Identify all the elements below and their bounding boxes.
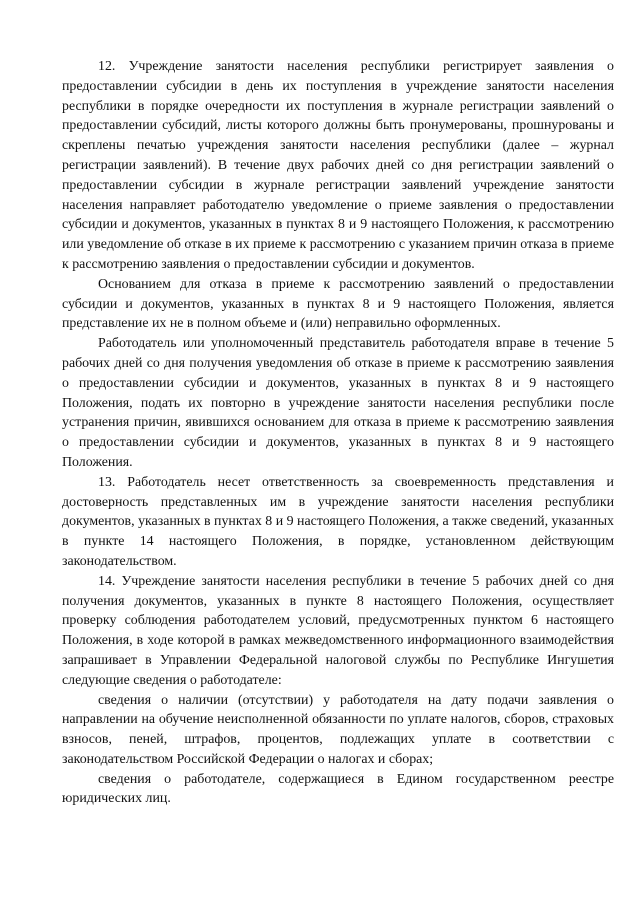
paragraph-refusal-grounds: Основанием для отказа в приеме к рассмотрению заявлений о предоставлении субсидии и документов, указанных в пунктах 8 и 9 настоящего Положения, является представление их не в полном объеме и (или) неправильно оформленных.	[62, 276, 614, 332]
paragraph-14: 14. Учреждение занятости населения республики в течение 5 рабочих дней со дня получения документов, указанных в пункте 8 настоящего Положения, осуществляет проверку соблюдения работодателем условий, предусмотренных пунктом 6 настоящего Положения, в ходе которой в рамках межведомственного информационного взаимодействия запрашивает в Управлении Федеральной налоговой службы по Республике Ингушетия следующие сведения о работодателе:	[62, 573, 614, 688]
paragraph-resubmission: Работодатель или уполномоченный представитель работодателя вправе в течение 5 рабочих дней со дня получения уведомления об отказе в приеме к рассмотрению заявления о предоставлении субсидии и документов, указанных в пунктах 8 и 9 настоящего Положения, подать их повторно в учреждение занятости населения республики после устранения причин, явившихся основанием для отказа в приеме к рассмотрению заявления о предоставлении субсидии и документов, указанных в пунктах 8 и 9 настоящего Положения.	[62, 336, 614, 470]
document-page	[62, 57, 614, 809]
paragraph-tax-arrears-info: сведения о наличии (отсутствии) у работодателя на дату подачи заявления о направлении на обучение неисполненной обязанности по уплате налогов, сборов, страховых взносов, пеней, штрафов, процентов, подлежащих уплате в соответствии с законодательством Российской Федерации о налогах и сборах;	[62, 692, 614, 767]
paragraph-13: 13. Работодатель несет ответственность за своевременность представления и достоверность представленных им в учреждение занятости населения республики документов, указанных в пунктах 8 и 9 настоящего Положения, а также сведений, указанных в пункте 14 настоящего Положения, в порядке, установленном действующим законодательством.	[62, 474, 614, 569]
paragraph-12: 12. Учреждение занятости населения республики регистрирует заявления о предоставлении субсидии в день их поступления в учреждение занятости населения республики в порядке очередности их поступления в журнале регистрации заявлений о предоставлении субсидий, листы которого должны быть пронумерованы, прошнурованы и скреплены печатью учреждения занятости населения республики (далее – журнал регистрации заявлений). В течение двух рабочих дней со дня регистрации заявлений о предоставлении субсидии в журнале регистрации заявлений учреждение занятости населения направляет работодателю уведомление о приеме заявления о предоставлении субсидии и документов, указанных в пунктах 8 и 9 настоящего Положения, к рассмотрению или уведомление об отказе в их приеме к рассмотрению с указанием причин отказа в приеме к рассмотрению заявления о предоставлении субсидии и документов.	[62, 59, 614, 272]
paragraph-egrul-info: сведения о работодателе, содержащиеся в Едином государственном реестре юридических лиц.	[62, 771, 614, 807]
